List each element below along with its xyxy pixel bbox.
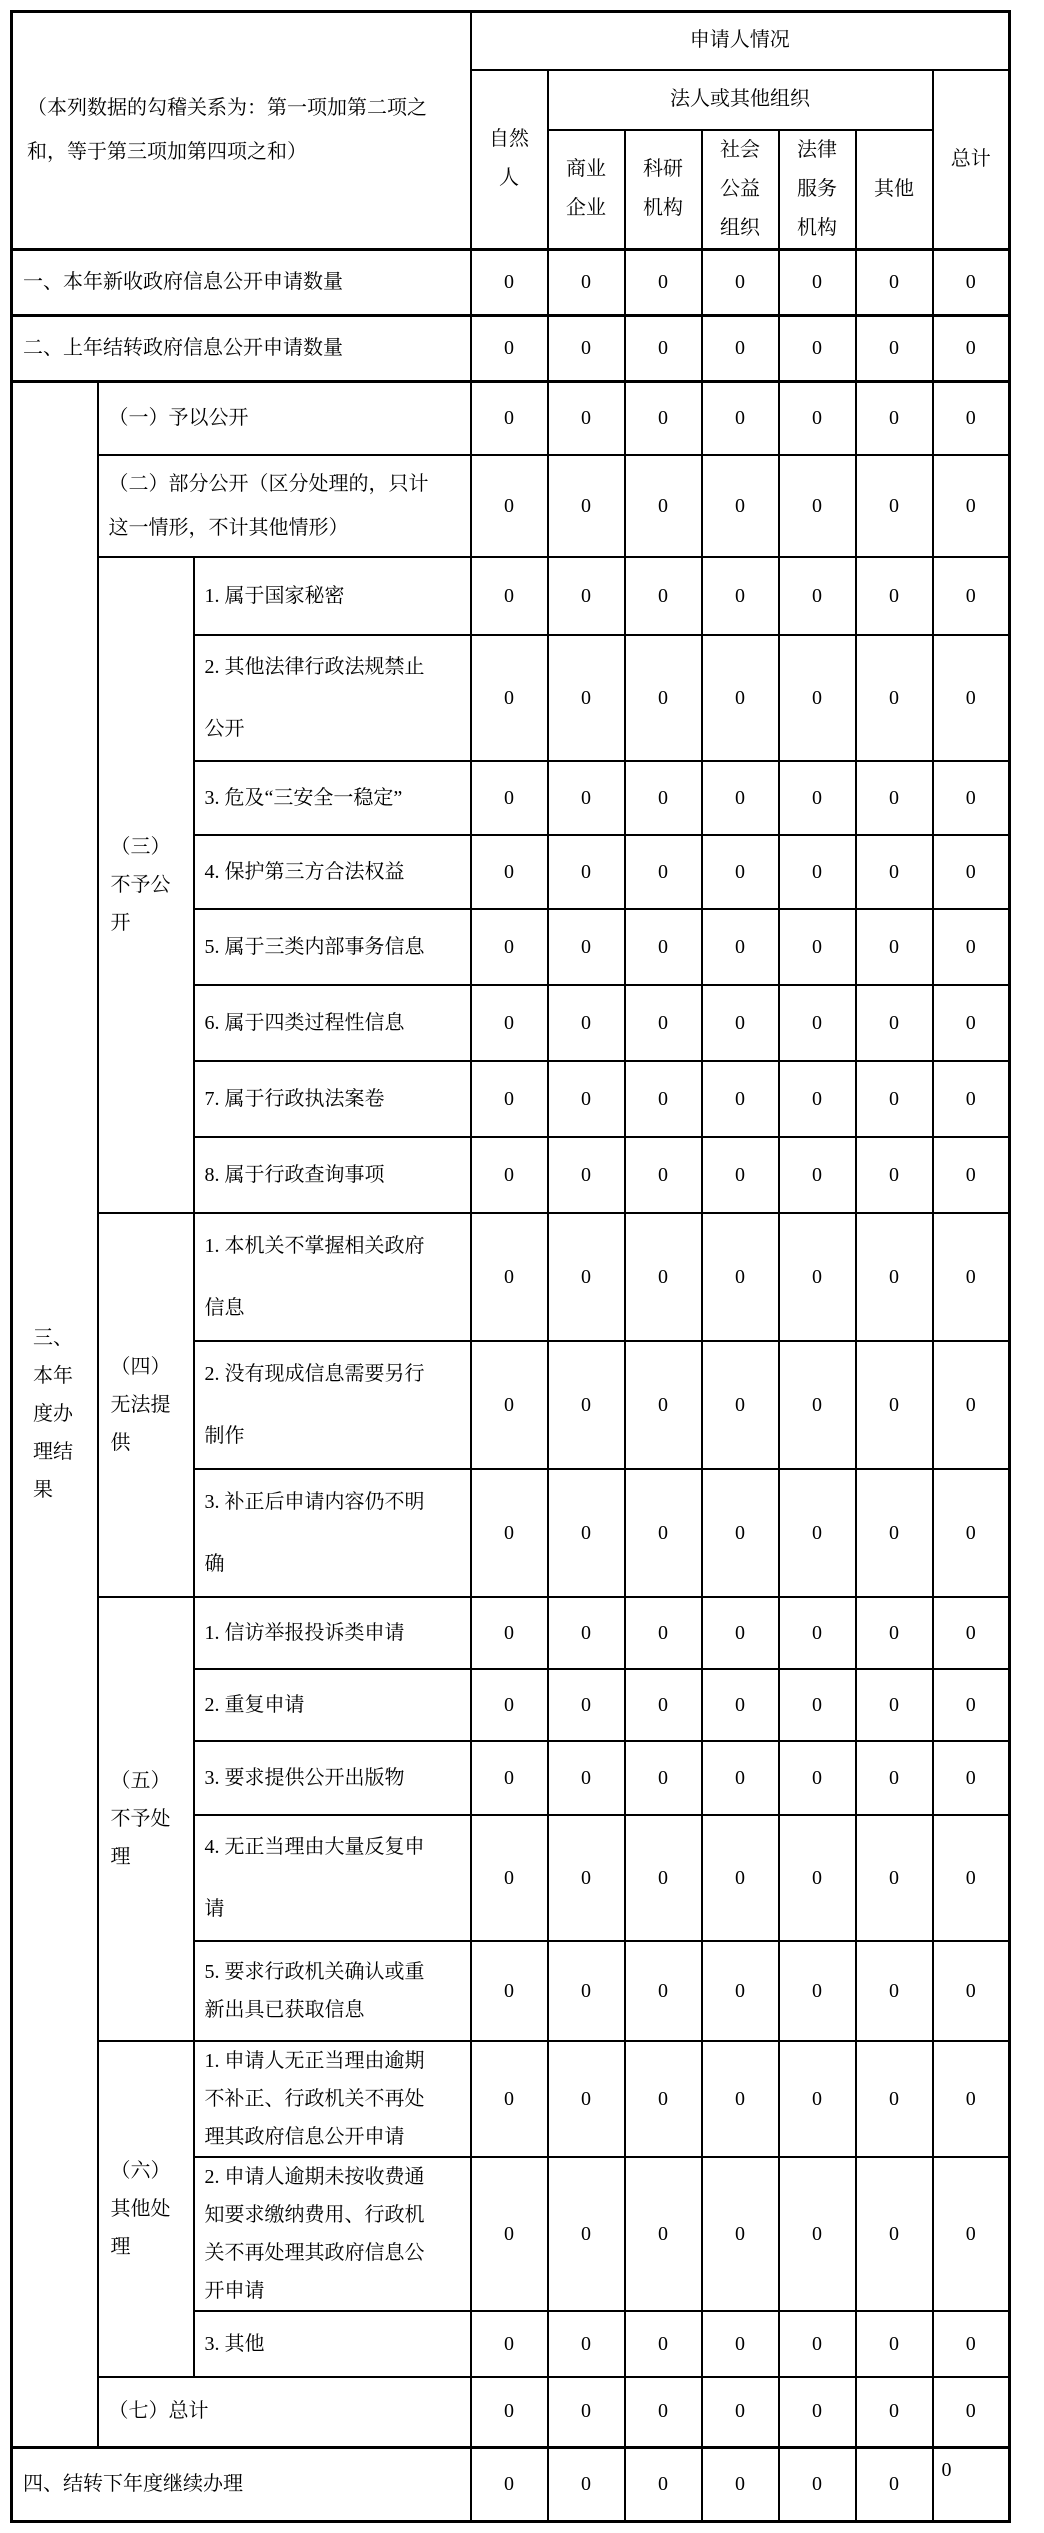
value-cell: 0 [471, 455, 548, 557]
value-cell: 0 [471, 2157, 548, 2311]
value-cell: 0 [779, 1341, 856, 1469]
value-cell: 0 [702, 909, 779, 985]
row-label-group-nondisclosure: （三）不予公开 [98, 557, 194, 1213]
row-label-public-publications: 3. 要求提供公开出版物 [194, 1741, 471, 1815]
value-cell: 0 [625, 761, 702, 835]
value-cell: 0 [933, 381, 1010, 455]
value-cell: 0 [856, 2377, 933, 2447]
value-cell: 0 [702, 2311, 779, 2377]
value-cell: 0 [856, 1669, 933, 1741]
value-cell: 0 [548, 1941, 625, 2041]
value-cell: 0 [625, 455, 702, 557]
value-cell: 0 [933, 985, 1010, 1061]
row-label-new-requests: 一、本年新收政府信息公开申请数量 [12, 249, 471, 315]
row-label-other-handling-other: 3. 其他 [194, 2311, 471, 2377]
value-cell: 0 [625, 2377, 702, 2447]
value-cell: 0 [779, 2447, 856, 2521]
value-cell: 0 [625, 835, 702, 909]
value-cell: 0 [933, 1941, 1010, 2041]
value-cell: 0 [856, 2311, 933, 2377]
value-cell: 0 [471, 1941, 548, 2041]
row-label-group-not-processed: （五）不予处理 [98, 1597, 194, 2041]
value-cell: 0 [548, 909, 625, 985]
value-cell: 0 [548, 1341, 625, 1469]
value-cell: 0 [471, 2447, 548, 2521]
value-cell: 0 [856, 557, 933, 635]
row-label-overdue-no-payment: 2. 申请人逾期未按收费通知要求缴纳费用、行政机关不再处理其政府信息公开申请 [194, 2157, 471, 2311]
value-cell: 0 [625, 2157, 702, 2311]
value-cell: 0 [856, 1941, 933, 2041]
value-cell: 0 [856, 1597, 933, 1669]
value-cell: 0 [625, 1597, 702, 1669]
value-cell: 0 [779, 1669, 856, 1741]
value-cell: 0 [933, 761, 1010, 835]
row-label-needs-separate-production: 2. 没有现成信息需要另行制作 [194, 1341, 471, 1469]
value-cell: 0 [548, 985, 625, 1061]
value-cell: 0 [471, 985, 548, 1061]
value-cell: 0 [779, 2041, 856, 2157]
value-cell: 0 [625, 1341, 702, 1469]
value-cell: 0 [779, 249, 856, 315]
value-cell: 0 [625, 2041, 702, 2157]
row-label-group-unable-to-provide: （四）无法提供 [98, 1213, 194, 1597]
value-cell: 0 [933, 2041, 1010, 2157]
value-cell: 0 [625, 1469, 702, 1597]
value-cell: 0 [856, 1341, 933, 1469]
value-cell: 0 [625, 249, 702, 315]
value-cell: 0 [625, 1061, 702, 1137]
value-cell: 0 [471, 557, 548, 635]
value-cell: 0 [933, 1341, 1010, 1469]
value-cell: 0 [856, 2447, 933, 2521]
row-label-partial-disclosure: （二）部分公开（区分处理的，只计这一情形，不计其他情形） [98, 455, 471, 557]
value-cell: 0 [779, 761, 856, 835]
value-cell: 0 [856, 635, 933, 761]
value-cell: 0 [779, 381, 856, 455]
value-cell: 0 [471, 1341, 548, 1469]
col-header-social-welfare-org: 社会公益组织 [702, 130, 779, 250]
row-label-granted-disclosure: （一）予以公开 [98, 381, 471, 455]
reconciliation-note: （本列数据的勾稽关系为：第一项加第二项之和，等于第三项加第四项之和） [12, 12, 471, 250]
value-cell: 0 [548, 1469, 625, 1597]
value-cell: 0 [779, 1597, 856, 1669]
value-cell: 0 [702, 1669, 779, 1741]
value-cell: 0 [779, 1137, 856, 1213]
value-cell: 0 [548, 1597, 625, 1669]
value-cell: 0 [856, 1137, 933, 1213]
row-label-carry-to-next-year: 四、结转下年度继续办理 [12, 2447, 471, 2521]
value-cell: 0 [471, 315, 548, 381]
value-cell: 0 [471, 1469, 548, 1597]
row-label-state-secret: 1. 属于国家秘密 [194, 557, 471, 635]
value-cell: 0 [702, 557, 779, 635]
value-cell: 0 [856, 315, 933, 381]
value-cell: 0 [702, 835, 779, 909]
value-cell: 0 [933, 1213, 1010, 1341]
value-cell: 0 [471, 1669, 548, 1741]
value-cell: 0 [625, 315, 702, 381]
value-cell: 0 [933, 2377, 1010, 2447]
value-cell: 0 [933, 1741, 1010, 1815]
row-label-section-results: 三、本年度办理结果 [12, 381, 98, 2447]
value-cell: 0 [856, 2157, 933, 2311]
value-cell: 0 [548, 249, 625, 315]
value-cell: 0 [702, 985, 779, 1061]
value-cell: 0 [933, 2157, 1010, 2311]
value-cell: 0 [856, 761, 933, 835]
row-label-endanger-security: 3. 危及“三安全一稳定” [194, 761, 471, 835]
value-cell: 0 [471, 1597, 548, 1669]
value-cell: 0 [933, 2447, 1010, 2521]
row-label-info-not-held: 1. 本机关不掌握相关政府信息 [194, 1213, 471, 1341]
value-cell: 0 [856, 1741, 933, 1815]
value-cell: 0 [625, 909, 702, 985]
value-cell: 0 [779, 1213, 856, 1341]
value-cell: 0 [933, 635, 1010, 761]
col-header-other: 其他 [856, 130, 933, 250]
value-cell: 0 [856, 1469, 933, 1597]
row-label-confirm-obtained-info: 5. 要求行政机关确认或重新出具已获取信息 [194, 1941, 471, 2041]
value-cell: 0 [933, 1469, 1010, 1597]
value-cell: 0 [471, 2041, 548, 2157]
value-cell: 0 [702, 1815, 779, 1941]
col-header-legal-service-org: 法律服务机构 [779, 130, 856, 250]
value-cell: 0 [856, 909, 933, 985]
value-cell: 0 [779, 985, 856, 1061]
value-cell: 0 [702, 2157, 779, 2311]
value-cell: 0 [702, 381, 779, 455]
value-cell: 0 [779, 1815, 856, 1941]
value-cell: 0 [702, 455, 779, 557]
row-label-duplicate-request: 2. 重复申请 [194, 1669, 471, 1741]
value-cell: 0 [779, 635, 856, 761]
value-cell: 0 [856, 2041, 933, 2157]
value-cell: 0 [933, 1137, 1010, 1213]
value-cell: 0 [548, 2447, 625, 2521]
col-header-total: 总计 [933, 70, 1010, 250]
value-cell: 0 [625, 635, 702, 761]
value-cell: 0 [548, 2377, 625, 2447]
col-header-commercial-enterprise: 商业企业 [548, 130, 625, 250]
row-label-petition-complaint: 1. 信访举报投诉类申请 [194, 1597, 471, 1669]
value-cell: 0 [471, 2311, 548, 2377]
value-cell: 0 [856, 1061, 933, 1137]
value-cell: 0 [471, 835, 548, 909]
row-label-admin-query-matters: 8. 属于行政查询事项 [194, 1137, 471, 1213]
value-cell: 0 [779, 909, 856, 985]
value-cell: 0 [779, 1469, 856, 1597]
value-cell: 0 [471, 1213, 548, 1341]
row-label-enforcement-files: 7. 属于行政执法案卷 [194, 1061, 471, 1137]
value-cell: 0 [548, 2041, 625, 2157]
value-cell: 0 [933, 1669, 1010, 1741]
value-cell: 0 [702, 1741, 779, 1815]
value-cell: 0 [548, 835, 625, 909]
value-cell: 0 [625, 557, 702, 635]
row-label-group-other-handling: （六）其他处理 [98, 2041, 194, 2377]
value-cell: 0 [625, 1137, 702, 1213]
value-cell: 0 [702, 1137, 779, 1213]
row-label-third-party-rights: 4. 保护第三方合法权益 [194, 835, 471, 909]
value-cell: 0 [779, 1941, 856, 2041]
value-cell: 0 [625, 1815, 702, 1941]
value-cell: 0 [548, 1741, 625, 1815]
value-cell: 0 [625, 1941, 702, 2041]
value-cell: 0 [702, 2377, 779, 2447]
col-header-natural-person: 自然人 [471, 70, 548, 250]
value-cell: 0 [933, 1597, 1010, 1669]
row-label-overdue-no-correction: 1. 申请人无正当理由逾期不补正、行政机关不再处理其政府信息公开申请 [194, 2041, 471, 2157]
value-cell: 0 [779, 315, 856, 381]
col-header-applicant: 申请人情况 [471, 12, 1010, 70]
value-cell: 0 [933, 835, 1010, 909]
value-cell: 0 [856, 1815, 933, 1941]
value-cell: 0 [548, 2311, 625, 2377]
row-label-process-info: 6. 属于四类过程性信息 [194, 985, 471, 1061]
value-cell: 0 [471, 1061, 548, 1137]
value-cell: 0 [779, 455, 856, 557]
value-cell: 0 [933, 909, 1010, 985]
value-cell: 0 [625, 2311, 702, 2377]
value-cell: 0 [856, 985, 933, 1061]
value-cell: 0 [548, 381, 625, 455]
value-cell: 0 [471, 909, 548, 985]
value-cell: 0 [471, 381, 548, 455]
row-label-still-unclear-after-correction: 3. 补正后申请内容仍不明确 [194, 1469, 471, 1597]
value-cell: 0 [933, 1815, 1010, 1941]
value-cell: 0 [702, 1941, 779, 2041]
value-cell: 0 [548, 1137, 625, 1213]
value-cell: 0 [779, 2157, 856, 2311]
row-label-carried-over-requests: 二、上年结转政府信息公开申请数量 [12, 315, 471, 381]
value-cell: 0 [856, 455, 933, 557]
value-cell: 0 [779, 1061, 856, 1137]
col-header-research-institution: 科研机构 [625, 130, 702, 250]
value-cell: 0 [933, 2311, 1010, 2377]
value-cell: 0 [548, 761, 625, 835]
gov-info-disclosure-table [10, 10, 1011, 2523]
value-cell: 0 [548, 1061, 625, 1137]
value-cell: 0 [702, 1213, 779, 1341]
value-cell: 0 [471, 635, 548, 761]
row-label-section-total: （七）总计 [98, 2377, 471, 2447]
value-cell: 0 [625, 2447, 702, 2521]
value-cell: 0 [702, 635, 779, 761]
value-cell: 0 [702, 1597, 779, 1669]
value-cell: 0 [702, 1469, 779, 1597]
value-cell: 0 [702, 2041, 779, 2157]
value-cell: 0 [933, 557, 1010, 635]
value-cell: 0 [548, 1815, 625, 1941]
value-cell: 0 [548, 315, 625, 381]
value-cell: 0 [702, 249, 779, 315]
value-cell: 0 [856, 1213, 933, 1341]
value-cell: 0 [548, 1213, 625, 1341]
value-cell: 0 [779, 835, 856, 909]
value-cell: 0 [471, 761, 548, 835]
row-label-law-prohibited: 2. 其他法律行政法规禁止公开 [194, 635, 471, 761]
value-cell: 0 [933, 1061, 1010, 1137]
value-cell: 0 [856, 249, 933, 315]
value-cell: 0 [548, 635, 625, 761]
value-cell: 0 [625, 985, 702, 1061]
col-header-legal-org: 法人或其他组织 [548, 70, 933, 130]
value-cell: 0 [471, 1815, 548, 1941]
value-cell: 0 [471, 249, 548, 315]
value-cell: 0 [548, 2157, 625, 2311]
value-cell: 0 [625, 1741, 702, 1815]
value-cell: 0 [779, 1741, 856, 1815]
value-cell: 0 [548, 455, 625, 557]
value-cell: 0 [702, 1341, 779, 1469]
value-cell: 0 [625, 1669, 702, 1741]
value-cell: 0 [779, 2311, 856, 2377]
value-cell: 0 [548, 557, 625, 635]
value-cell: 0 [856, 835, 933, 909]
value-cell: 0 [779, 557, 856, 635]
value-cell: 0 [471, 1741, 548, 1815]
row-label-repeated-requests-no-reason: 4. 无正当理由大量反复申请 [194, 1815, 471, 1941]
value-cell: 0 [933, 455, 1010, 557]
value-cell: 0 [471, 2377, 548, 2447]
value-cell: 0 [471, 1137, 548, 1213]
value-cell: 0 [933, 315, 1010, 381]
value-cell: 0 [625, 381, 702, 455]
value-cell: 0 [779, 2377, 856, 2447]
value-cell: 0 [702, 2447, 779, 2521]
row-label-internal-affairs-info: 5. 属于三类内部事务信息 [194, 909, 471, 985]
value-cell: 0 [702, 1061, 779, 1137]
value-cell: 0 [702, 315, 779, 381]
value-cell: 0 [856, 381, 933, 455]
value-cell: 0 [625, 1213, 702, 1341]
value-cell: 0 [933, 249, 1010, 315]
value-cell: 0 [702, 761, 779, 835]
value-cell: 0 [548, 1669, 625, 1741]
